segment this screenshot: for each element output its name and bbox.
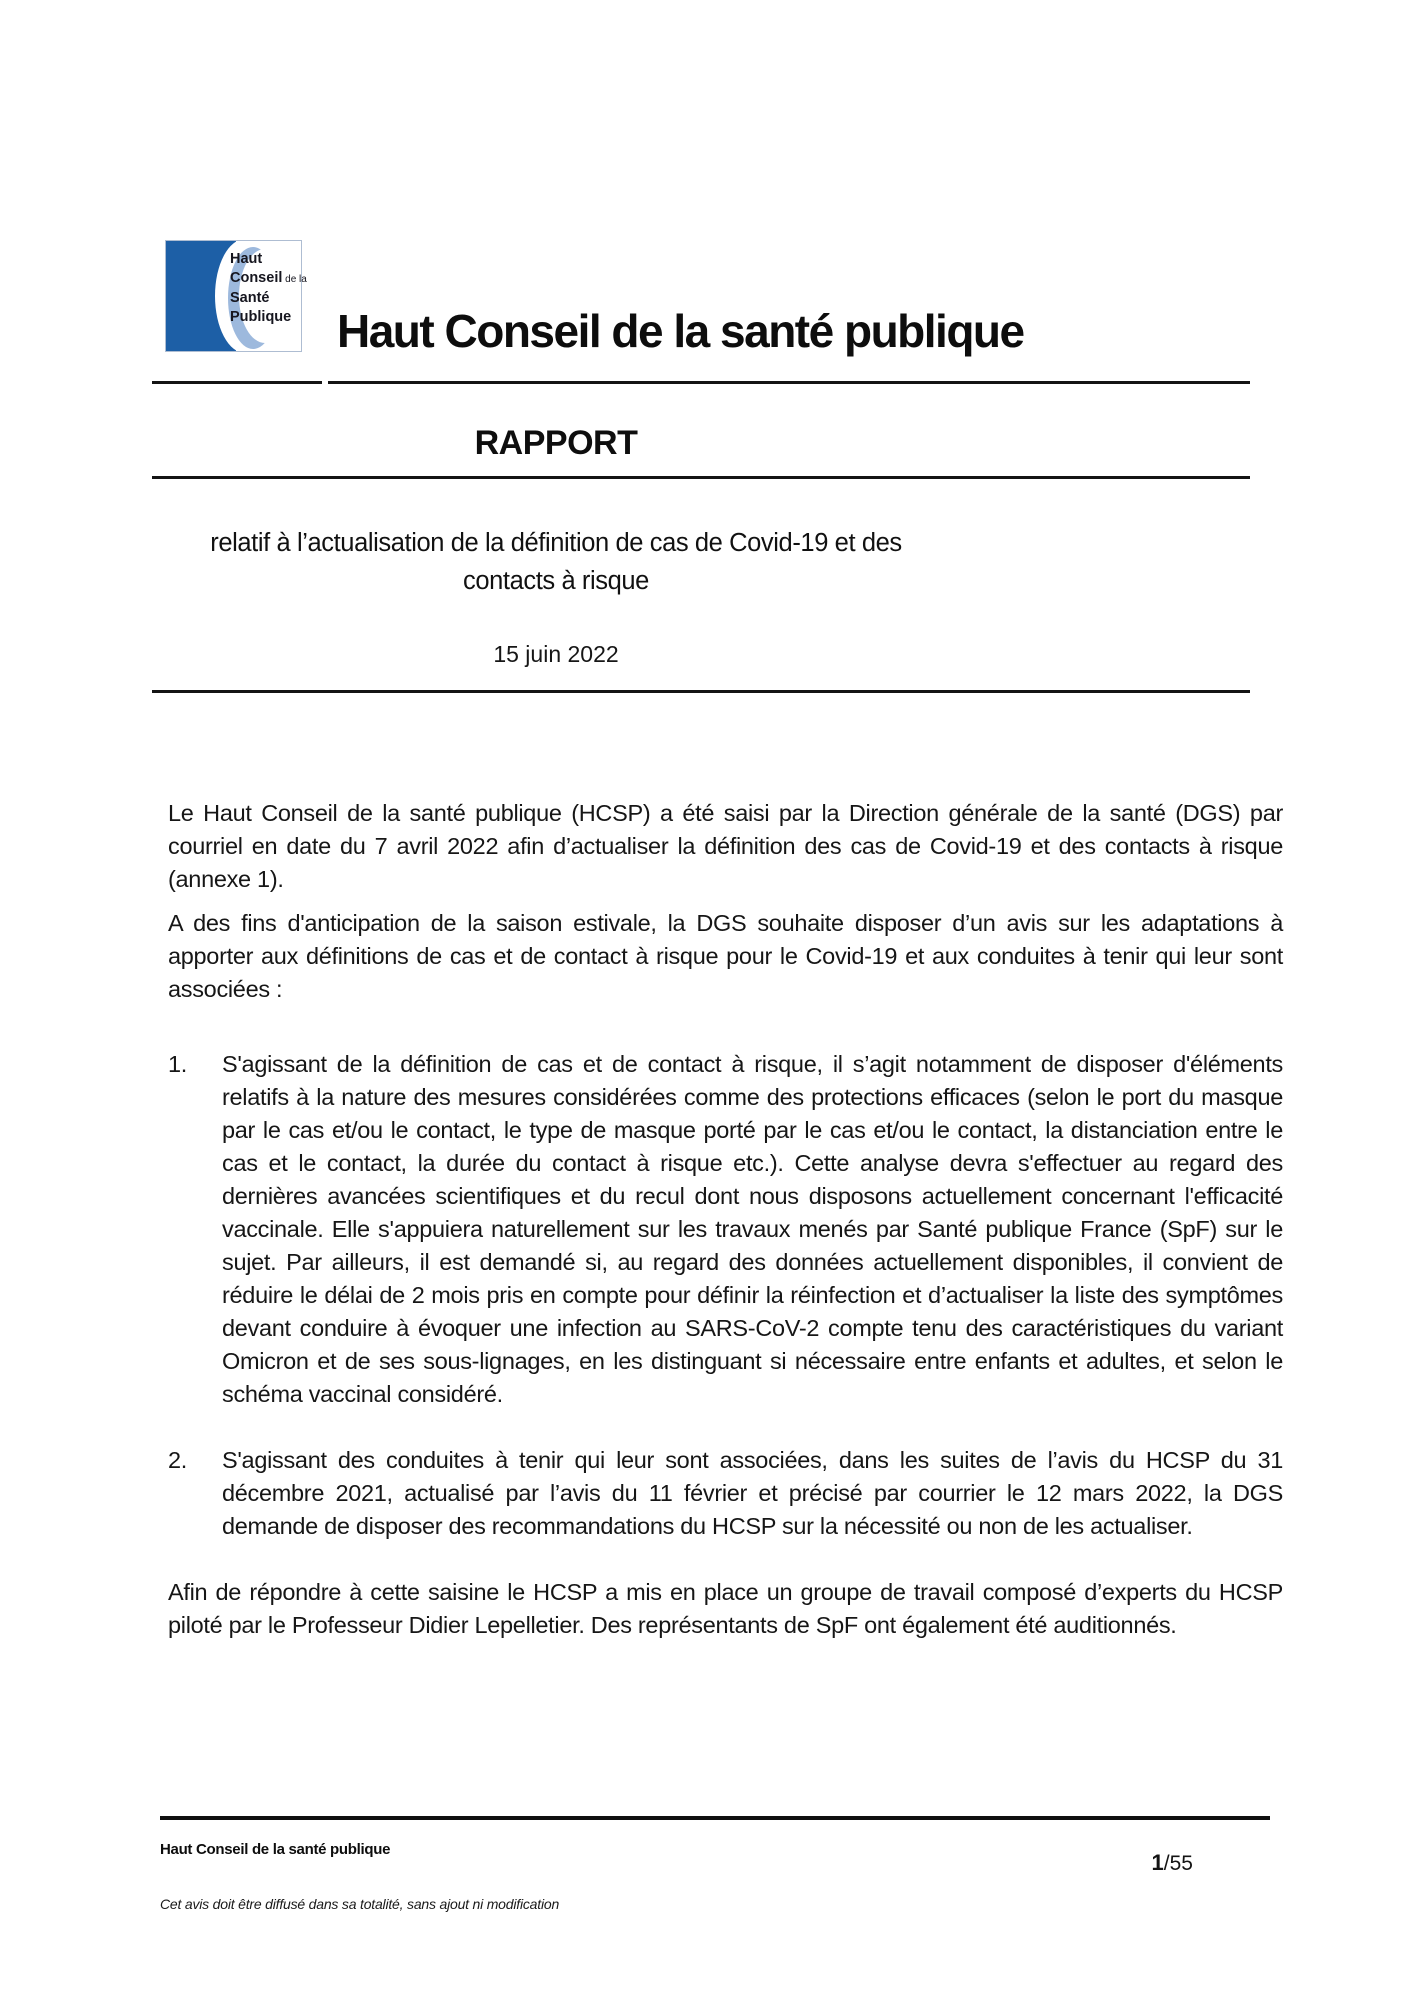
rapport-rule [152,476,1250,479]
footer-rule [160,1816,1270,1820]
logo-line-2: Conseil de la [230,270,307,286]
page-number-total: /55 [1163,1852,1193,1875]
list-item-text: S'agissant des conduites à tenir qui leur sont associées, dans les suites de l’avis du HCSP du 31 décembre 2021, actualisé par l’avis du 11 février et précisé par courrier le 12 mars 2022, la DGS demande de disposer des recommandations du HCSP sur la nécessité ou non de les actualiser. [222,1447,1283,1539]
hcsp-logo [165,240,307,352]
report-date: 15 juin 2022 [493,641,619,667]
page-number [1152,1850,1193,1876]
page-number-current: 1 [1151,1850,1164,1875]
list-item [168,1048,1283,1411]
header-rule-left [152,381,322,384]
logo-line-1: Haut [230,251,263,267]
list-item-number: 2. [168,1447,187,1473]
logo-line-4: Publique [230,309,292,325]
paragraph-anticipation: A des fins d'anticipation de la saison estivale, la DGS souhaite disposer d’un avis sur les adaptations à apporter aux définitions de cas et de contact à risque pour le Covid-19 et aux conduites à tenir qui leur sont associées : [168,910,1283,1002]
list-item [168,1444,1283,1543]
subtitle-line-1: relatif à l’actualisation de la définition de cas de Covid-19 et des [210,529,902,557]
footer-diffusion-notice: Cet avis doit être diffusé dans sa totalité, sans ajout ni modification [160,1896,560,1912]
organisation-title: Haut Conseil de la santé publique [337,305,1024,357]
logo-line-3: Santé [230,290,270,306]
report-subtitle [168,524,944,600]
numbered-list [168,1048,1283,1543]
list-item-text: S'agissant de la définition de cas et de contact à risque, il s’agit notamment de disposer d'éléments relatifs à la nature des mesures considérées comme des protections efficaces (selon le port du masque par le cas et/ou le contact, le type de masque porté par le cas et/ou le contact, la distanciation entre le cas et le contact, la durée du contact à risque etc.). Cette analyse devra s'effectuer au regard des dernières avancées scientifiques et du recul dont nous disposons actuellement concernant l'efficacité vaccinale. Elle s'appuiera naturellement sur les travaux menés par Santé publique France (SpF) sur le sujet. Par ailleurs, il est demandé si, au regard des données actuellement disponibles, il convient de réduire le délai de 2 mois pris en compte pour définir la réinfection et d’actualiser la liste des symptômes devant conduire à évoquer une infection au SARS-CoV-2 compte tenu des caractéristiques du variant Omicron et de ses sous-lignages, en les distinguant si nécessaire entre enfants et adultes, et selon le schéma vaccinal considéré. [222,1051,1283,1407]
logo-wordmark [230,250,307,327]
list-item-number: 1. [168,1051,187,1077]
date-rule [152,690,1250,693]
report-label: RAPPORT [474,424,638,462]
header-rule-right [328,381,1250,384]
subtitle-line-2: contacts à risque [463,567,649,595]
footer-organisation: Haut Conseil de la santé publique [160,1841,391,1858]
paragraph-groupe-travail: Afin de répondre à cette saisine le HCSP a mis en place un groupe de travail composé d’experts du HCSP piloté par le Professeur Didier Lepelletier. Des représentants de SpF ont également été auditionnés. [168,1579,1283,1638]
document-body [168,797,1283,1653]
paragraph-saisine: Le Haut Conseil de la santé publique (HCSP) a été saisi par la Direction générale de la santé (DGS) par courriel en date du 7 avril 2022 afin d’actualiser la définition des cas de Covid-19 et des contacts à risque (annexe 1). [168,800,1283,892]
